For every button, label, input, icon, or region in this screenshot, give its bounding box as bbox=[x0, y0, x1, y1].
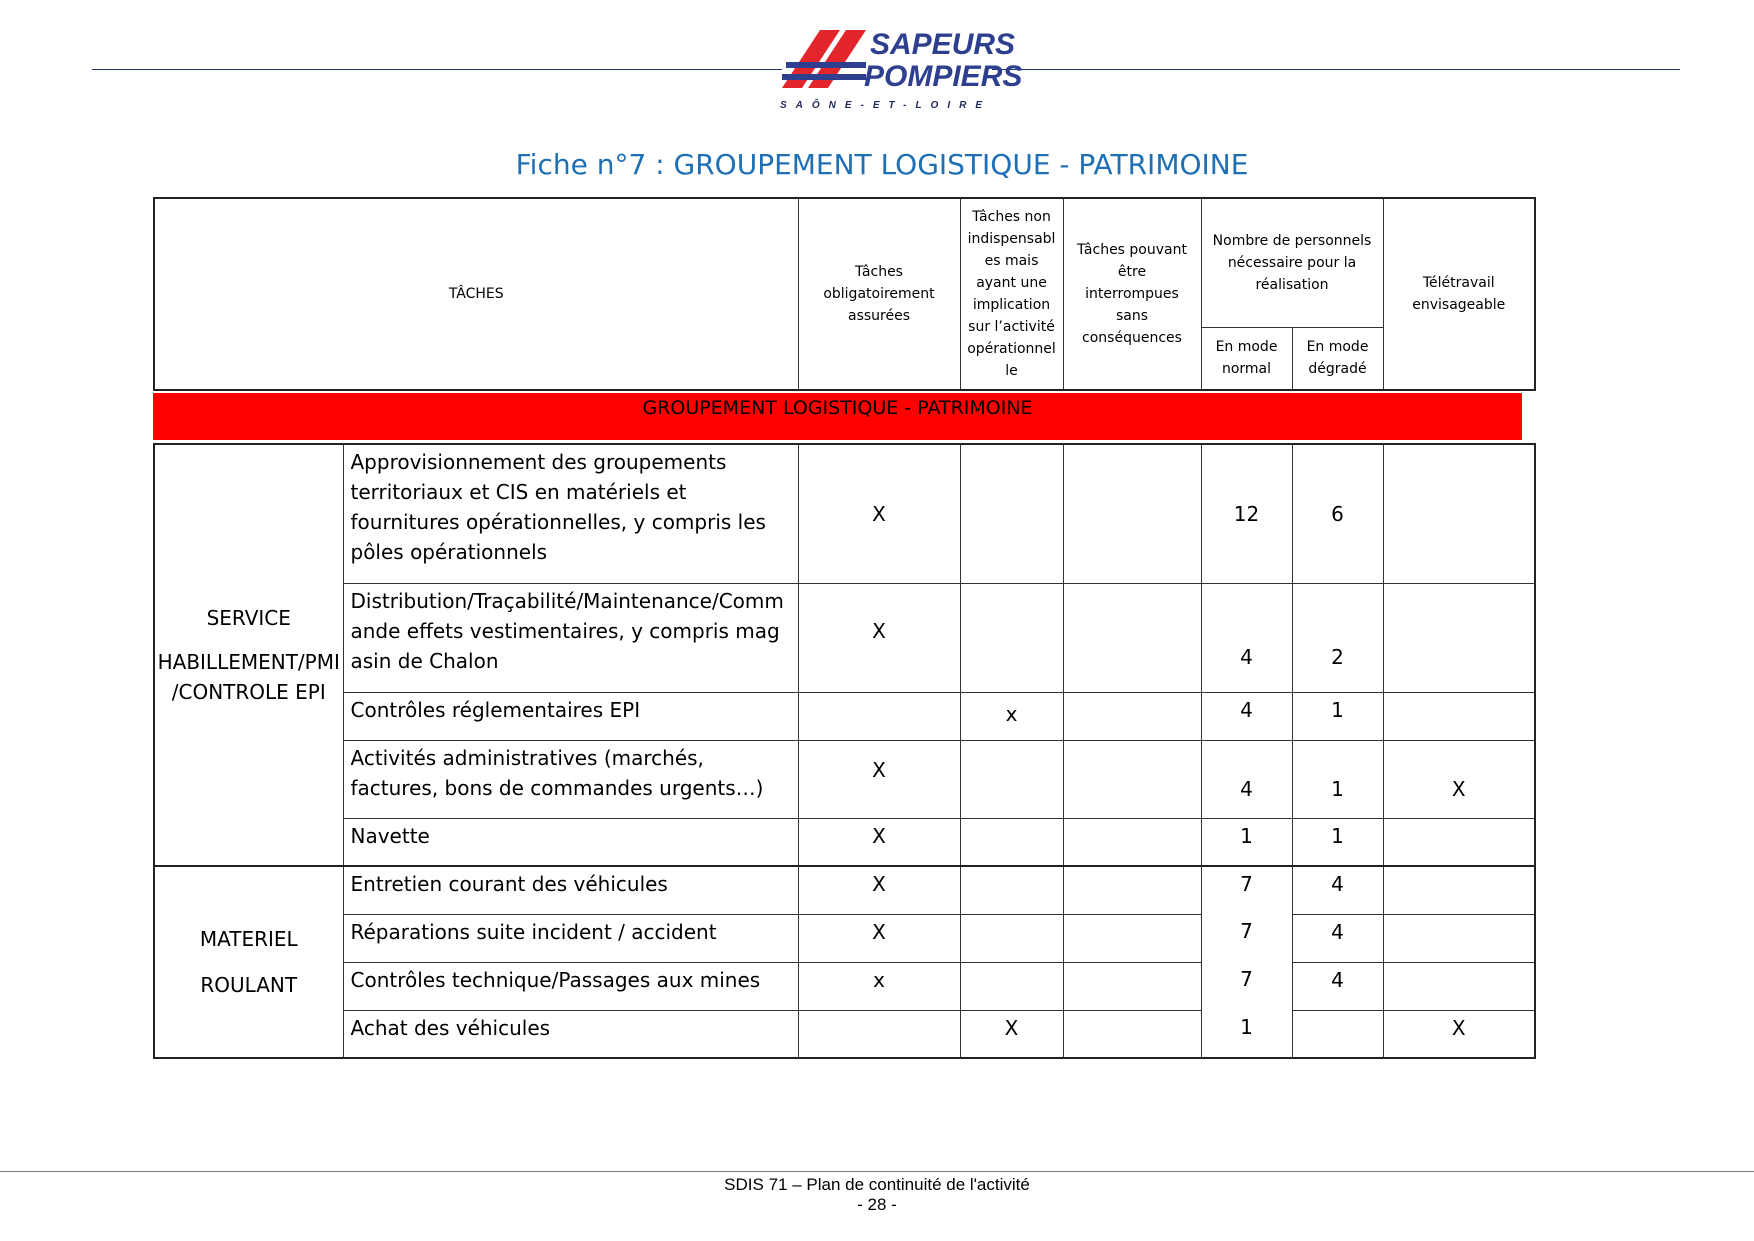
tasks-table bbox=[153, 197, 1534, 1059]
table-row bbox=[154, 866, 1535, 914]
group-label-materiel-roulant: MATERIEL ROULANT bbox=[154, 866, 343, 1058]
count-normal: 1 bbox=[1201, 818, 1292, 866]
mark-teletravail bbox=[1383, 962, 1535, 1010]
mark-obligatoire: X bbox=[798, 914, 960, 962]
count-degrade: 2 bbox=[1292, 583, 1383, 692]
table-row bbox=[154, 740, 1535, 818]
mark-non-indisp bbox=[960, 962, 1063, 1010]
count-normal: 7 bbox=[1201, 914, 1292, 962]
task-cell: Distribution/Traçabilité/Maintenance/Commande effets vestimentaires, y compris magasin de Chalon bbox=[343, 583, 798, 692]
table-row bbox=[154, 962, 1535, 1010]
count-degrade: 4 bbox=[1292, 914, 1383, 962]
task-cell: Activités administratives (marchés, factures, bons de commandes urgents…) bbox=[343, 740, 798, 818]
mark-non-indisp bbox=[960, 740, 1063, 818]
mark-interrompue bbox=[1063, 740, 1201, 818]
header-teletravail: Télétravail envisageable bbox=[1383, 198, 1535, 390]
mark-obligatoire: X bbox=[798, 740, 960, 818]
mark-teletravail bbox=[1383, 583, 1535, 692]
table-row bbox=[154, 1010, 1535, 1058]
header-rule-left bbox=[92, 69, 782, 70]
table-row bbox=[154, 818, 1535, 866]
mark-obligatoire bbox=[798, 692, 960, 740]
mark-interrompue bbox=[1063, 818, 1201, 866]
mark-non-indisp: X bbox=[960, 1010, 1063, 1058]
mark-non-indisp: x bbox=[960, 692, 1063, 740]
mark-teletravail bbox=[1383, 866, 1535, 914]
table-row bbox=[154, 692, 1535, 740]
table-row bbox=[154, 444, 1535, 583]
group-label-habillement: SERVICE HABILLEMENT/PMI /CONTROLE EPI bbox=[154, 444, 343, 866]
page-title: Fiche n°7 : GROUPEMENT LOGISTIQUE - PATRIMOINE bbox=[515, 148, 1249, 181]
mark-obligatoire: X bbox=[798, 583, 960, 692]
section-banner: GROUPEMENT LOGISTIQUE - PATRIMOINE bbox=[153, 393, 1522, 440]
task-cell: Contrôles réglementaires EPI bbox=[343, 692, 798, 740]
svg-text:SAPEURS: SAPEURS bbox=[870, 28, 1016, 61]
header-taches: TÂCHES bbox=[154, 198, 798, 390]
mark-interrompue bbox=[1063, 962, 1201, 1010]
count-normal: 4 bbox=[1201, 740, 1292, 818]
mark-teletravail bbox=[1383, 818, 1535, 866]
mark-interrompue bbox=[1063, 444, 1201, 583]
mark-non-indisp bbox=[960, 583, 1063, 692]
count-degrade: 6 bbox=[1292, 444, 1383, 583]
mark-obligatoire: X bbox=[798, 818, 960, 866]
header-mode-degrade: En mode dégradé bbox=[1292, 327, 1383, 390]
mark-interrompue bbox=[1063, 583, 1201, 692]
table-row bbox=[154, 914, 1535, 962]
mark-non-indisp bbox=[960, 444, 1063, 583]
header-rule-right bbox=[992, 69, 1680, 70]
mark-non-indisp bbox=[960, 914, 1063, 962]
count-degrade: 1 bbox=[1292, 740, 1383, 818]
count-degrade: 4 bbox=[1292, 962, 1383, 1010]
count-normal: 7 bbox=[1201, 962, 1292, 1010]
count-degrade: 4 bbox=[1292, 866, 1383, 914]
mark-obligatoire: x bbox=[798, 962, 960, 1010]
mark-teletravail bbox=[1383, 444, 1535, 583]
mark-interrompue bbox=[1063, 1010, 1201, 1058]
header-non-indispensables: Tâches non indispensabl es mais ayant une implication sur l’activité opérationnel le bbox=[960, 198, 1063, 390]
svg-text:SAÔNE-ET-LOIRE: SAÔNE-ET-LOIRE bbox=[780, 100, 992, 111]
footer-rule bbox=[0, 1171, 1754, 1172]
page-footer bbox=[0, 1175, 1754, 1215]
task-cell: Achat des véhicules bbox=[343, 1010, 798, 1058]
mark-teletravail: X bbox=[1383, 740, 1535, 818]
header-interrompues: Tâches pouvant être interrompues sans conséquences bbox=[1063, 198, 1201, 390]
count-degrade: 1 bbox=[1292, 692, 1383, 740]
mark-interrompue bbox=[1063, 692, 1201, 740]
mark-obligatoire: X bbox=[798, 444, 960, 583]
mark-non-indisp bbox=[960, 818, 1063, 866]
mark-non-indisp bbox=[960, 866, 1063, 914]
body-table bbox=[153, 443, 1536, 1059]
mark-teletravail: X bbox=[1383, 1010, 1535, 1058]
count-normal: 7 bbox=[1201, 866, 1292, 914]
task-cell: Contrôles technique/Passages aux mines bbox=[343, 962, 798, 1010]
table-row bbox=[154, 583, 1535, 692]
count-normal: 4 bbox=[1201, 583, 1292, 692]
header-nombre-personnels: Nombre de personnels nécessaire pour la réalisation bbox=[1201, 198, 1383, 327]
sapeurs-pompiers-logo bbox=[780, 24, 1023, 114]
mark-obligatoire: X bbox=[798, 866, 960, 914]
mark-teletravail bbox=[1383, 692, 1535, 740]
count-normal: 1 bbox=[1201, 1010, 1292, 1058]
count-degrade bbox=[1292, 1010, 1383, 1058]
header-obligatoires: Tâches obligatoirement assurées bbox=[798, 198, 960, 390]
task-cell: Entretien courant des véhicules bbox=[343, 866, 798, 914]
task-cell: Navette bbox=[343, 818, 798, 866]
header-mode-normal: En mode normal bbox=[1201, 327, 1292, 390]
count-degrade: 1 bbox=[1292, 818, 1383, 866]
task-cell: Approvisionnement des groupements territoriaux et CIS en matériels et fournitures opérationnelles, y compris les pôles opérationnels bbox=[343, 444, 798, 583]
page-number: - 28 - bbox=[857, 1195, 897, 1214]
count-normal: 12 bbox=[1201, 444, 1292, 583]
mark-interrompue bbox=[1063, 914, 1201, 962]
mark-teletravail bbox=[1383, 914, 1535, 962]
count-normal: 4 bbox=[1201, 692, 1292, 740]
footer-document-title: SDIS 71 – Plan de continuité de l'activité bbox=[724, 1175, 1030, 1194]
mark-obligatoire bbox=[798, 1010, 960, 1058]
svg-text:POMPIERS: POMPIERS bbox=[864, 60, 1023, 93]
mark-interrompue bbox=[1063, 866, 1201, 914]
header-table bbox=[153, 197, 1536, 391]
task-cell: Réparations suite incident / accident bbox=[343, 914, 798, 962]
